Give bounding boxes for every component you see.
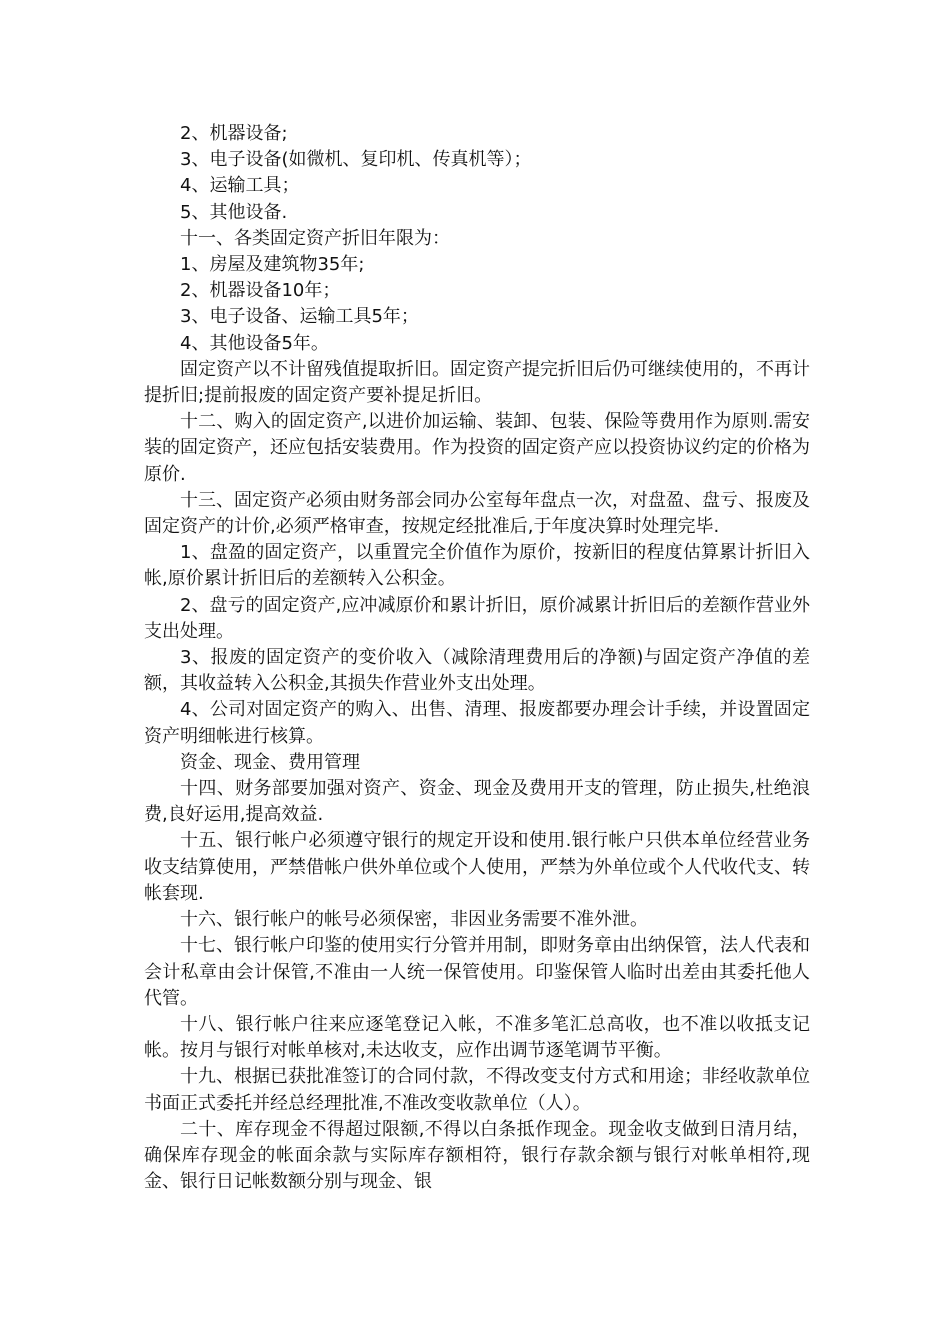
- paragraph-18: 十四、财务部要加强对资产、资金、现金及费用开支的管理，防止损失,杜绝浪费,良好运用,提高效益.: [144, 778, 810, 826]
- paragraph-1: 2、机器设备;: [180, 123, 288, 144]
- paragraph-8: 3、电子设备、运输工具5年；: [180, 306, 419, 328]
- paragraph-12: 十三、固定资产必须由财务部会同办公室每年盘点一次，对盘盈、盘亏、报废及固定资产的计价,必须严格审查，按规定经批准后,于年度决算时处理完毕.: [144, 489, 810, 538]
- paragraph-14: 2、盘亏的固定资产,应冲减原价和累计折旧，原价减累计折旧后的差额作营业外支出处理。: [144, 594, 810, 642]
- paragraph-23: 十九、根据已获批准签订的合同付款，不得改变支付方式和用途；非经收款单位书面正式委托并经总经理批准,不准改变收款单位（人）。: [144, 1066, 810, 1114]
- paragraph-16: 4、公司对固定资产的购入、出售、清理、报废都要办理会计手续，并设置固定资产明细帐进行核算。: [144, 699, 810, 747]
- paragraph-7: 2、机器设备10年；: [180, 280, 341, 302]
- paragraph-2: 3、电子设备(如微机、复印机、传真机等）；: [180, 149, 532, 171]
- paragraph-13: 1、盘盈的固定资产，以重置完全价值作为原价，按新旧的程度估算累计折旧入帐,原价累计折旧后的差额转入公积金。: [144, 542, 810, 590]
- paragraph-4: 5、其他设备.: [180, 201, 288, 223]
- paragraph-19: 十五、银行帐户必须遵守银行的规定开设和使用.银行帐户只供本单位经营业务收支结算使用，严禁借帐户供外单位或个人使用，严禁为外单位或个人代收代支、转帐套现.: [144, 830, 810, 904]
- document-body: [144, 121, 810, 1195]
- paragraph-5: 十一、各类固定资产折旧年限为：: [180, 227, 450, 249]
- paragraph-20: 十六、银行帐户的帐号必须保密，非因业务需要不准外泄。: [180, 909, 648, 931]
- paragraph-10: 固定资产以不计留残值提取折旧。固定资产提完折旧后仍可继续使用的，不再计提折旧;提前报废的固定资产要补提足折旧。: [144, 358, 810, 407]
- paragraph-15: 3、报废的固定资产的变价收入（减除清理费用后的净额)与固定资产净值的差额，其收益转入公积金,其损失作营业外支出处理。: [144, 647, 810, 695]
- paragraph-21: 十七、银行帐户印鉴的使用实行分管并用制，即财务章由出纳保管，法人代表和会计私章由会计保管,不准由一人统一保管使用。印鉴保管人临时出差由其委托他人代管。: [144, 935, 810, 1009]
- paragraph-24: 二十、库存现金不得超过限额,不得以白条抵作现金。现金收支做到日清月结，确保库存现金的帐面余款与实际库存额相符，银行存款余额与银行对帐单相符,现金、银行日记帐数额分别与现金、银: [144, 1118, 810, 1193]
- paragraph-6: 1、房屋及建筑物35年;: [180, 254, 365, 276]
- paragraph-9: 4、其他设备5年。: [180, 332, 329, 354]
- paragraph-22: 十八、银行帐户往来应逐笔登记入帐，不准多笔汇总高收，也不准以收抵支记帐。按月与银行对帐单核对,未达收支，应作出调节逐笔调节平衡。: [144, 1013, 810, 1062]
- paragraph-3: 4、运输工具；: [180, 175, 300, 197]
- paragraph-11: 十二、购入的固定资产,以进价加运输、装卸、包装、保险等费用作为原则.需安装的固定资产，还应包括安装费用。作为投资的固定资产应以投资协议约定的价格为原价.: [144, 411, 810, 485]
- section-heading: 资金、现金、费用管理: [180, 751, 360, 773]
